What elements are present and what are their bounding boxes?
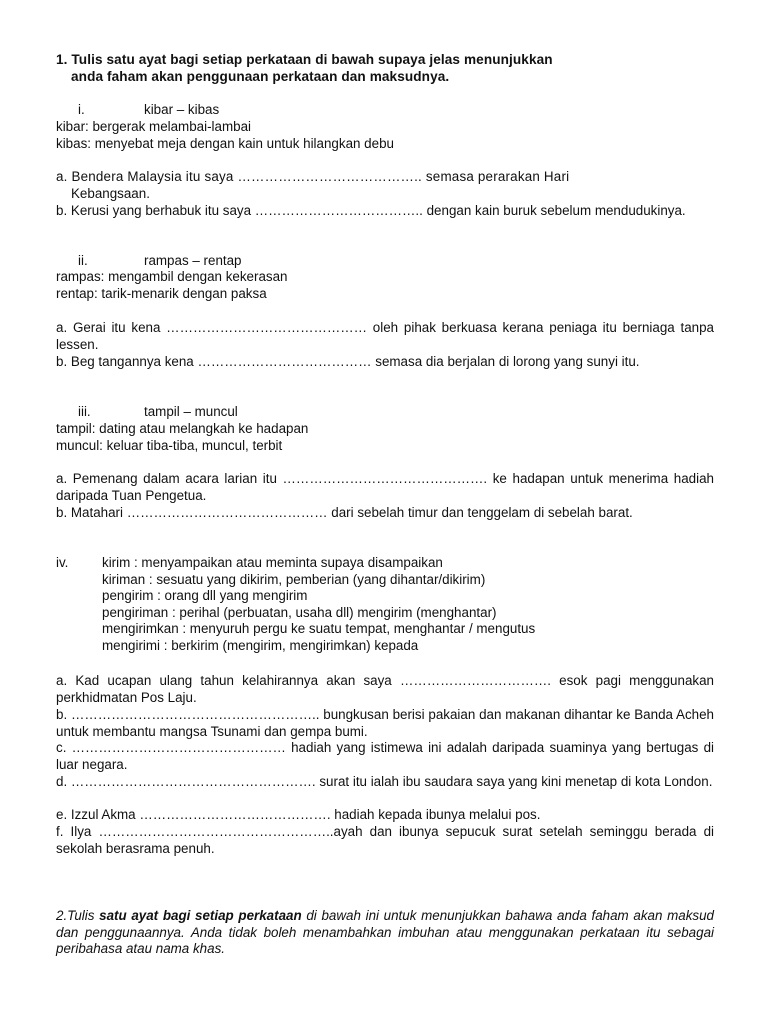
section-iii-sentence-b: b. Matahari ……………………………………… dari sebelah timur dan tenggelam di sebelah barat.: [56, 505, 633, 520]
section-i-sentence-a: [56, 169, 714, 202]
section-ii-numeral: ii.: [78, 253, 88, 268]
definition-mengirimi: mengirimi : berkirim (mengirim, mengirimkan) kepada: [102, 637, 419, 653]
definition-kirim: kirim : menyampaikan atau meminta supaya disampaikan: [102, 555, 443, 570]
section-iv-numeral: iv.: [56, 555, 69, 570]
question-2-instruction: [56, 908, 714, 958]
definition-tampil: tampil: dating atau melangkah ke hadapan: [56, 421, 309, 436]
definition-mengirimkan: mengirimkan : menyuruh pergu ke suatu tempat, menghantar / mengutus: [102, 621, 536, 637]
definition-kibas: kibas: menyebat meja dengan kain untuk hilangkan debu: [56, 135, 394, 151]
section-ii-sentence-a: a. Gerai itu kena ……………………………………… oleh pihak berkuasa kerana peniaga itu berniaga tanpa lessen.: [56, 320, 714, 352]
section-iv-sentence-b: b. ……………………………………………….. bungkusan berisi pakaian dan makanan dihantar ke Banda Acheh untuk membantu mangsa Tsunami dan gempa bumi.: [56, 707, 714, 739]
question-1-heading: [56, 52, 714, 85]
question-2-intro: 2.Tulis: [56, 908, 100, 923]
section-iii-sentence-a: a. Pemenang dalam acara larian itu ………………………………………. ke hadapan untuk menerima hadiah daripada Tuan Pengetua.: [56, 471, 714, 503]
section-iv-sentence-f: f. Ilya ……………………………………………..ayah dan ibunya sepucuk surat setelah seminggu berada di sekolah berasrama penuh.: [56, 824, 714, 856]
section-iii-definitions: [56, 421, 714, 454]
definition-kiriman: kiriman : sesuatu yang dikirim, pemberian (yang dihantar/dikirim): [102, 571, 486, 587]
sentence-a-line-2: Kebangsaan.: [71, 185, 150, 201]
definition-muncul: muncul: keluar tiba-tiba, muncul, terbit: [56, 437, 283, 453]
section-ii-sentence-b: b. Beg tangannya kena ………………………………… semasa dia berjalan di lorong yang sunyi itu.: [56, 354, 640, 369]
definition-rentap: rentap: tarik-menarik dengan paksa: [56, 285, 267, 301]
section-i-word-pair: kibar – kibas: [144, 102, 220, 117]
section-iii-word-pair: tampil – muncul: [144, 404, 238, 419]
section-iv-sentence-a: a. Kad ucapan ulang tahun kelahirannya akan saya ……………………………. esok pagi menggunakan perkhidmatan Pos Laju.: [56, 673, 714, 705]
question-1-heading-line-2: anda faham akan penggunaan perkataan dan maksudnya.: [71, 68, 450, 84]
section-iv-definitions: [56, 555, 714, 655]
section-iv-sentence-d: d. ………………………………………………. surat itu ialah ibu saudara saya yang kini menetap di kota London.: [56, 774, 713, 789]
section-ii-definitions: [56, 269, 714, 302]
definition-rampas: rampas: mengambil dengan kekerasan: [56, 269, 288, 284]
section-i-numeral: i.: [78, 102, 85, 117]
section-i-words: [56, 102, 714, 119]
definition-kibar: kibar: bergerak melambai-lambai: [56, 119, 251, 134]
question-1-heading-line-1: 1. Tulis satu ayat bagi setiap perkataan di bawah supaya jelas menunjukkan: [56, 52, 553, 67]
section-iii-words: [56, 404, 714, 421]
section-ii-words: [56, 253, 714, 270]
section-iii-numeral: iii.: [78, 404, 91, 419]
question-2-rest: di bawah ini untuk menunjukkan bahawa anda faham akan maksud dan penggunaannya. Anda tidak boleh menambahkan imbuhan atau menggunakan perkataan itu sebagai peribahasa atau nama khas.: [56, 908, 714, 957]
section-i-definitions: [56, 119, 714, 152]
definition-pengirim: pengirim : orang dll yang mengirim: [102, 588, 308, 604]
section-iv-sentence-c: c. ………………………………………… hadiah yang istimewa ini adalah daripada suaminya yang bertugas di luar negara.: [56, 740, 714, 772]
section-ii-word-pair: rampas – rentap: [144, 253, 242, 268]
section-iv-definition-list: [102, 555, 714, 655]
section-i-sentence-b: b. Kerusi yang berhabuk itu saya ……………………………….. dengan kain buruk sebelum mendudukinya.: [56, 203, 686, 218]
question-2-emphasis: satu ayat bagi setiap perkataan: [99, 908, 302, 923]
sentence-a-line-1: a. Bendera Malaysia itu saya ………………………………….. semasa perarakan Hari: [56, 169, 570, 184]
section-iv-sentence-e: e. Izzul Akma ……………………………………. hadiah kepada ibunya melalui pos.: [56, 807, 541, 822]
definition-pengiriman: pengiriman : perihal (perbuatan, usaha dll) mengirim (menghantar): [102, 604, 497, 620]
